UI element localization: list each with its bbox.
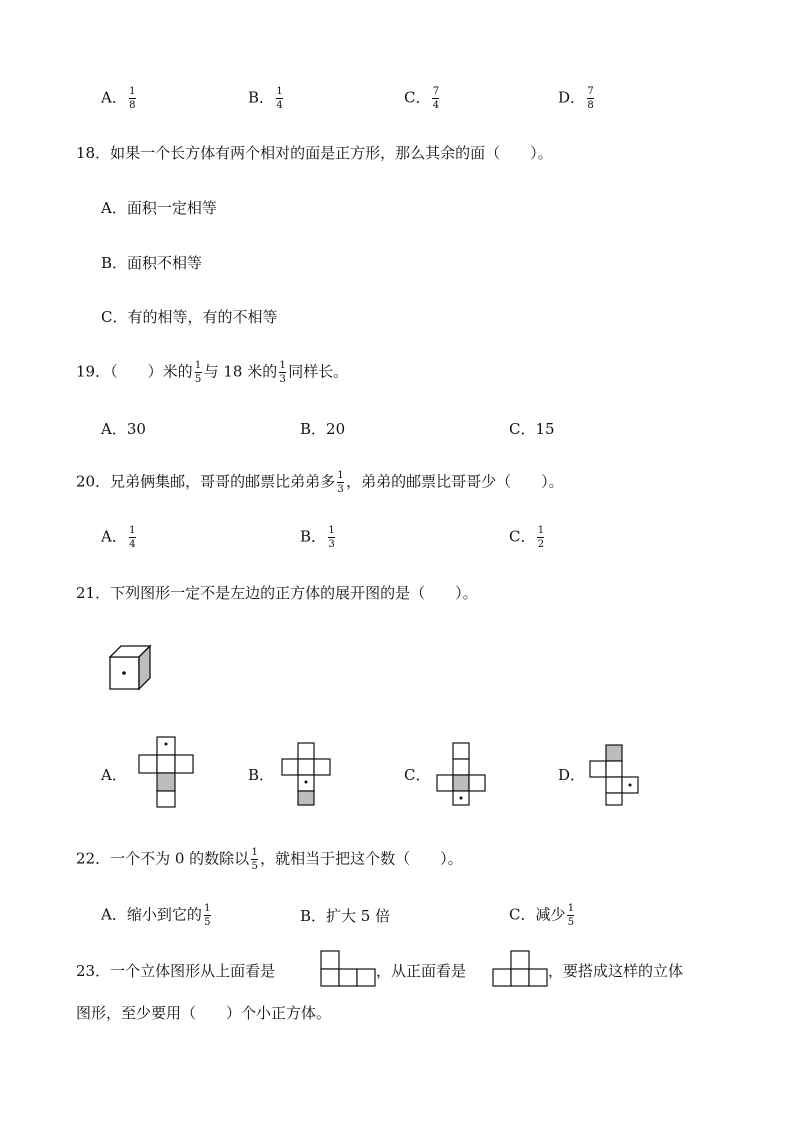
fraction: $\frac{1}{5}$ [251,847,258,872]
q21-option-c[interactable]: C． [404,766,431,784]
q20-option-c[interactable]: C． $\frac{1}{2}$ [509,525,545,550]
q21-option-a[interactable]: A． [101,766,127,784]
fraction: $\frac{1}{5}$ [204,903,211,928]
q18-option-a[interactable]: A．面积一定相等 [101,199,217,217]
q23-stem-part3: ，要搭成这样的立体 [548,962,684,980]
q22-option-a[interactable]: A．缩小到它的 $\frac{1}{5}$ [101,903,211,928]
q19-option-c[interactable]: C．15 [509,420,555,438]
fraction: $\frac{1}{2}$ [537,525,545,550]
top-view-figure [320,950,376,988]
q23-stem-part1: 23．一个立体图形从上面看是 [76,962,276,980]
net-c [437,742,487,806]
q21-option-b[interactable]: B． [248,766,275,784]
cube-figure [108,645,154,691]
q22-stem: 22．一个不为 0 的数除以 $\frac{1}{5}$ ，就相当于把这个数（ ）。 [76,847,463,872]
q17-option-b[interactable]: B． $\frac{1}{4}$ [248,86,283,111]
q17-option-d[interactable]: D． $\frac{7}{8}$ [558,86,594,111]
q19-stem: 19．（ ）米的 $\frac{1}{5}$ 与 18 米的 $\frac{1}{3}$ 同样长。 [76,360,349,385]
fraction: $\frac{1}{8}$ [129,86,136,111]
q20-option-a[interactable]: A． $\frac{1}{4}$ [101,525,136,550]
q22-option-c[interactable]: C．减少 $\frac{1}{5}$ [509,903,575,928]
q21-option-d[interactable]: D． [558,766,586,784]
q20-stem: 20．兄弟俩集邮，哥哥的邮票比弟弟多 $\frac{1}{3}$ ，弟弟的邮票比哥哥少（ ）。 [76,470,564,495]
q21-stem: 21．下列图形一定不是左边的正方体的展开图的是（ ）。 [76,584,478,602]
fraction: $\frac{1}{3}$ [337,470,344,495]
q17-option-a[interactable]: A． $\frac{1}{8}$ [101,86,136,111]
q18-stem: 18．如果一个长方体有两个相对的面是正方形，那么其余的面（ ）。 [76,144,553,162]
fraction: $\frac{1}{4}$ [276,86,283,111]
q17-option-c[interactable]: C． $\frac{7}{4}$ [404,86,440,111]
fraction: $\frac{7}{4}$ [432,86,440,111]
q18-option-c[interactable]: C．有的相等，有的不相等 [101,308,278,326]
fraction: $\frac{1}{5}$ [194,360,202,385]
q19-option-a[interactable]: A．30 [101,420,146,438]
q19-option-b[interactable]: B．20 [300,420,346,438]
fraction: $\frac{1}{3}$ [279,360,286,385]
front-view-figure [492,950,548,988]
q23-stem-part2: ，从正面看是 [376,962,467,980]
fraction: $\frac{1}{3}$ [328,525,335,550]
fraction: $\frac{7}{8}$ [587,86,594,111]
q23-stem-line2: 图形，至少要用（ ）个小正方体。 [76,1004,332,1022]
q20-option-b[interactable]: B． $\frac{1}{3}$ [300,525,335,550]
q18-option-b[interactable]: B．面积不相等 [101,254,203,272]
fraction: $\frac{1}{5}$ [567,903,575,928]
net-d [590,744,640,806]
net-b [282,742,332,806]
fraction: $\frac{1}{4}$ [129,525,136,550]
q22-option-b[interactable]: B．扩大 5 倍 [300,907,391,925]
net-a [137,736,193,808]
